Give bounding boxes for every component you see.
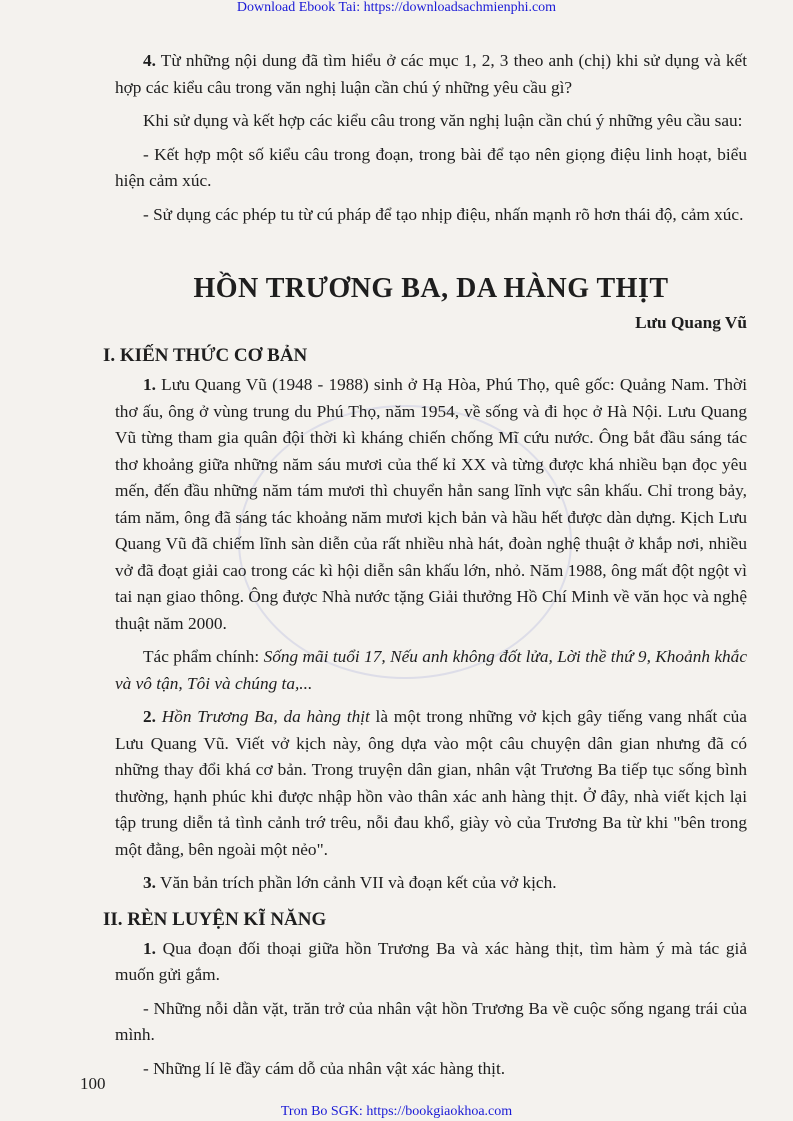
section-1-paragraph-1: [115, 372, 747, 637]
footer-textbook-link[interactable]: Tron Bo SGK: https://bookgiaokhoa.com: [280, 1104, 513, 1119]
section-1-paragraph-3: [115, 870, 747, 897]
paragraph-1-number: 1.: [143, 375, 156, 394]
play-title: Hồn Trương Ba, da hàng thịt: [161, 707, 370, 726]
paragraph-2-text: là một trong những vở kịch gây tiếng vang nhất của Lưu Quang Vũ. Viết vở kịch này, ông dựa vào một câu chuyện dân gian nhưng đã có những thay đổi khá cơ bản. Trong truyện dân gian, nhân vật Trương Ba tiếp tục sống bình thường, hạnh phúc khi được nhập hồn vào thân xác anh hàng thịt. Ở đây, nhà viết kịch lại tập trung diễn tả tình cảnh trớ trêu, nỗi đau khổ, giày vò của Trương Ba từ khi "bên trong một đằng, bên ngoài một nẻo".: [115, 707, 747, 859]
section-2-question-1-number: 1.: [143, 938, 156, 958]
question-4: [115, 48, 747, 101]
header-download-link[interactable]: Download Ebook Tai: https://downloadsachmienphi.com: [236, 0, 557, 15]
section-2-heading: II. RÈN LUYỆN KĨ NĂNG: [103, 908, 327, 930]
lesson-title: HỒN TRƯƠNG BA, DA HÀNG THỊT: [193, 273, 669, 304]
section-1-paragraph-2: [115, 704, 747, 863]
answer-bullet-2: - Sử dụng các phép tu từ cú pháp để tạo nhịp điệu, nhấn mạnh rõ hơn thái độ, cảm xúc.: [143, 204, 744, 224]
section-2-bullet-2: - Những lí lẽ đầy cám dỗ của nhân vật xác hàng thịt.: [143, 1058, 506, 1078]
page-number: 100: [80, 1074, 106, 1093]
question-4-number: 4.: [143, 51, 156, 70]
paragraph-3-text: Văn bản trích phần lớn cảnh VII và đoạn kết của vở kịch.: [159, 873, 557, 892]
page-content: [103, 48, 747, 1082]
main-works: [115, 644, 747, 697]
section-2-bullet-1: - Những nỗi dằn vặt, trăn trở của nhân vật hồn Trương Ba về cuộc sống ngang trái của mình.: [115, 998, 747, 1044]
paragraph-1-text: Lưu Quang Vũ (1948 - 1988) sinh ở Hạ Hòa, Phú Thọ, quê gốc: Quảng Nam. Thời thơ ấu, ông ở vùng trung du Phú Thọ, năm 1954, về sống và đi học ở Hà Nội. Lưu Quang Vũ từng tham gia quân đội thời kì kháng chiến chống Mĩ cứu nước. Ông bắt đầu sáng tác thơ khoảng giữa những năm sáu mươi của thế kỉ XX và từng được khá nhiều bạn đọc yêu mến, đến đầu những năm tám mươi thì chuyển hẳn sang lĩnh vực sân khấu. Chỉ trong bảy, tám năm, ông đã sáng tác khoảng năm mươi kịch bản và hầu hết được dàn dựng. Kịch Lưu Quang Vũ đã chiếm lĩnh sàn diễn của rất nhiều nhà hát, đoàn nghệ thuật ở khắp nơi, nhiều vở đã đoạt giải cao trong các kì hội diễn sân khấu lớn, nhỏ. Năm 1988, ông mất đột ngột vì tai nạn giao thông. Ông được Nhà nước tặng Giải thưởng Hồ Chí Minh về văn học và nghệ thuật năm 2000.: [115, 375, 747, 633]
section-1-heading: I. KIẾN THỨC CƠ BẢN: [103, 345, 308, 366]
answer-intro: Khi sử dụng và kết hợp các kiểu câu trong văn nghị luận cần chú ý những yêu cầu sau:: [143, 111, 743, 130]
question-4-text: Từ những nội dung đã tìm hiểu ở các mục 1, 2, 3 theo anh (chị) khi sử dụng và kết hợp các kiểu câu trong văn nghị luận cần chú ý những yêu cầu gì?: [115, 51, 747, 97]
section-2-question-1: [115, 936, 747, 989]
answer-bullet-1: - Kết hợp một số kiểu câu trong đoạn, trong bài để tạo nên giọng điệu linh hoạt, biểu hiện cảm xúc.: [115, 144, 747, 190]
author-name: Lưu Quang Vũ: [635, 313, 747, 332]
section-2-question-1-text: Qua đoạn đối thoại giữa hồn Trương Ba và xác hàng thịt, tìm hàm ý mà tác giả muốn gửi gắm.: [115, 938, 747, 984]
main-works-label: Tác phẩm chính:: [143, 647, 264, 666]
main-works-list: Sống mãi tuổi 17, Nếu anh không đốt lửa, Lời thề thứ 9, Khoảnh khắc và vô tận, Tôi và chúng ta,...: [115, 647, 747, 693]
paragraph-3-number: 3.: [143, 873, 156, 892]
paragraph-2-number: 2.: [143, 707, 156, 726]
